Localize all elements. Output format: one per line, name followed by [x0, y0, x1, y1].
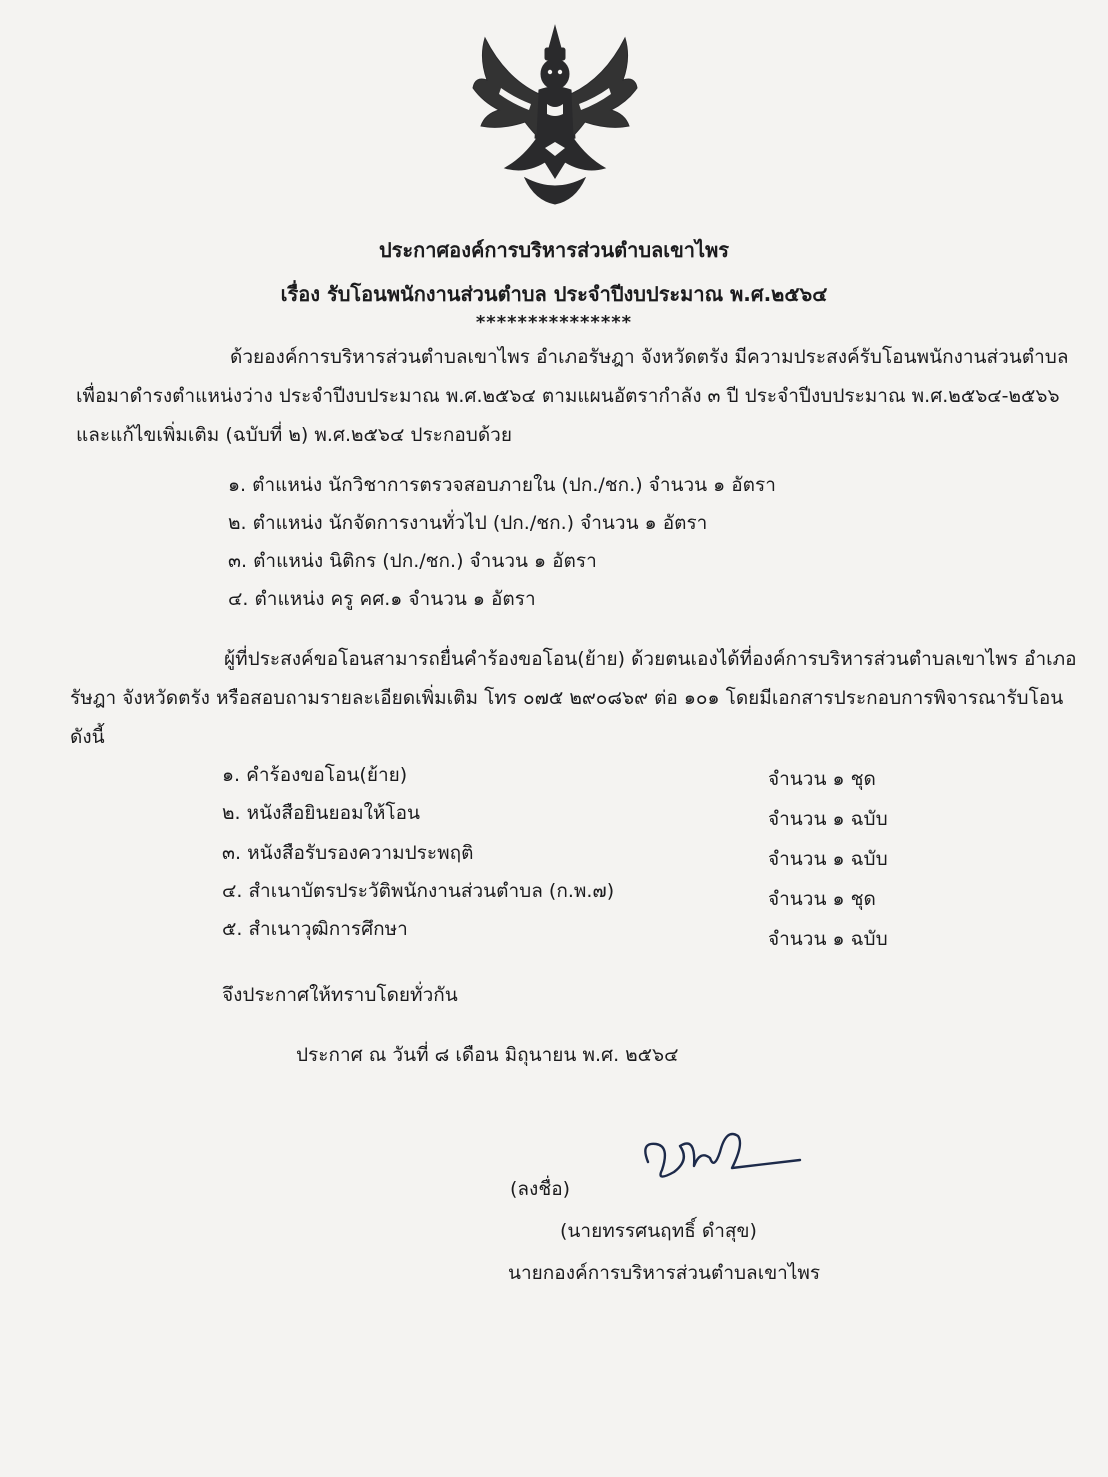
document-quantity: จำนวน ๑ ชุด — [768, 768, 876, 790]
intro-paragraph: ด้วยองค์การบริหารส่วนตำบลเขาไพร อำเภอรัษฎา จังหวัดตรัง มีความประสงค์รับโอนพนักงานส่วนตำบลเพื่อมาดำรงตำแหน่งว่าง ประจำปีงบประมาณ พ.ศ.๒๕๖๔ ตามแผนอัตรากำลัง ๓ ปี ประจำปีงบประมาณ พ.ศ.๒๕๖๔-๒๕๖๖ และแก้ไขเพิ่มเติม (ฉบับที่ ๒) พ.ศ.๒๕๖๔ ประกอบด้วย — [76, 346, 1069, 446]
document-quantity: จำนวน ๑ ฉบับ — [768, 928, 888, 950]
document-item: ๒. หนังสือยินยอมให้โอน — [222, 802, 420, 824]
position-item: ๓. ตำแหน่ง นิติกร (ปก./ชก.) จำนวน ๑ อัตรา — [228, 550, 597, 572]
separator: *************** — [475, 312, 633, 333]
position-item: ๒. ตำแหน่ง นักจัดการงานทั่วไป (ปก./ชก.) จำนวน ๑ อัตรา — [228, 512, 708, 534]
document-item: ๕. สำเนาวุฒิการศึกษา — [222, 918, 408, 940]
document-item: ๔. สำเนาบัตรประวัติพนักงานส่วนตำบล (ก.พ.๗) — [222, 880, 615, 902]
sign-label: (ลงชื่อ) — [510, 1178, 571, 1200]
announcement-subject: เรื่อง รับโอนพนักงานส่วนตำบล ประจำปีงบประมาณ พ.ศ.๒๕๖๔ — [280, 282, 828, 306]
handwritten-signature — [640, 1122, 810, 1192]
document-item: ๓. หนังสือรับรองความประพฤติ — [222, 842, 474, 864]
application-paragraph: ผู้ที่ประสงค์ขอโอนสามารถยื่นคำร้องขอโอน(ย้าย) ด้วยตนเองได้ที่องค์การบริหารส่วนตำบลเขาไพร อำเภอรัษฎา จังหวัดตรัง หรือสอบถามรายละเอียดเพิ่มเติม โทร ๐๗๕ ๒๙๐๘๖๙ ต่อ ๑๐๑ โดยมีเอกสารประกอบการพิจารณารับโอน ดังนี้ — [70, 648, 1077, 748]
signer-name: (นายทรรศนฤทธิ์ ดำสุข) — [560, 1220, 757, 1242]
announcement-date: ประกาศ ณ วันที่ ๘ เดือน มิถุนายน พ.ศ. ๒๕๖๔ — [296, 1044, 679, 1066]
position-item: ๔. ตำแหน่ง ครู คศ.๑ จำนวน ๑ อัตรา — [228, 588, 536, 610]
signer-position: นายกองค์การบริหารส่วนตำบลเขาไพร — [508, 1262, 821, 1284]
announcement-title: ประกาศองค์การบริหารส่วนตำบลเขาไพร — [378, 238, 730, 262]
closing-statement: จึงประกาศให้ทราบโดยทั่วกัน — [222, 984, 458, 1006]
document-quantity: จำนวน ๑ ชุด — [768, 888, 876, 910]
position-item: ๑. ตำแหน่ง นักวิชาการตรวจสอบภายใน (ปก./ชก.) จำนวน ๑ อัตรา — [228, 474, 776, 496]
document-item: ๑. คำร้องขอโอน(ย้าย) — [222, 764, 408, 786]
document-quantity: จำนวน ๑ ฉบับ — [768, 848, 888, 870]
document-quantity: จำนวน ๑ ฉบับ — [768, 808, 888, 830]
garuda-emblem-icon — [465, 18, 645, 208]
